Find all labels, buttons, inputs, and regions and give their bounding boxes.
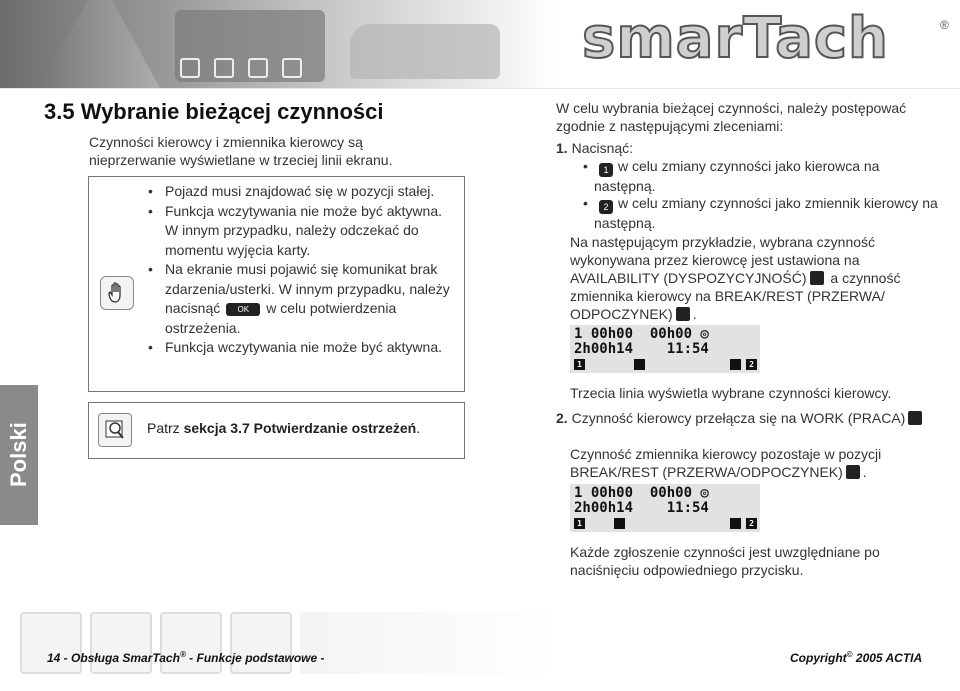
rest-bed-icon xyxy=(730,359,741,370)
lcd-display-2 xyxy=(570,484,760,532)
see-section-link[interactable]: sekcja 3.7 Potwierdzanie ostrzeżeń xyxy=(183,420,417,436)
bullet-dot: • xyxy=(583,158,588,174)
final-paragraph: Każde zgłoszenie czynności jest uwzględniane po naciśnięciu odpowiedniego przycisku. xyxy=(570,544,880,578)
lcd-key-2: 2 xyxy=(746,359,757,370)
rest-bed-icon xyxy=(676,307,690,321)
copyright-end: 2005 ACTIA xyxy=(852,651,923,665)
registered-mark: ® xyxy=(940,18,949,32)
footer-page-label xyxy=(47,650,325,665)
header-divider xyxy=(0,88,960,89)
step1-bullet-text: w celu zmiany czynności jako zmiennik kierowcy na następną. xyxy=(594,195,938,231)
lcd-key-2: 2 xyxy=(746,518,757,529)
lcd-key-1: 1 xyxy=(574,359,585,370)
lcd-line-2: 2h00h14 11:54 xyxy=(574,500,709,516)
registered-mark: ® xyxy=(179,650,186,659)
step2 xyxy=(556,409,936,427)
rest-bed-icon xyxy=(846,465,860,479)
see-suffix: . xyxy=(416,420,421,436)
rest-bed-icon xyxy=(730,518,741,529)
square-icon xyxy=(282,58,302,78)
bullet-dot: • xyxy=(583,195,588,211)
clock-icon xyxy=(214,58,234,78)
ok-key-icon: OK xyxy=(226,303,260,316)
footer-left-text: 14 - Obsługa SmarTach xyxy=(47,651,180,665)
lcd-line-1: 1 00h00 00h00 ◎ xyxy=(574,485,709,501)
example-paragraph xyxy=(570,233,940,323)
step1-bullet-text: w celu zmiany czynności jako kierowca na następną. xyxy=(594,158,880,194)
caption-line: Trzecia linia wyświetla wybrane czynności kierowcy. xyxy=(570,385,892,401)
see-also-line xyxy=(147,420,420,436)
step2-text-b: Czynność zmiennika kierowcy pozostaje w pozycji BREAK/REST (PRZERWA/ODPOCZYNEK) xyxy=(570,446,882,480)
footer-copyright xyxy=(790,650,922,665)
example-text-b: a czynność zmiennika kierowcy na BREAK/REST (PRZERWA/ ODPOCZYNEK) xyxy=(570,270,901,322)
lcd-line-2: 2h00h14 11:54 xyxy=(574,341,709,357)
lcd-key-1: 1 xyxy=(574,518,585,529)
language-tab xyxy=(0,385,38,525)
key-2-icon: 2 xyxy=(599,200,613,214)
step-number: 1. xyxy=(556,140,568,156)
section-title: 3.5 Wybranie bieżącej czynności xyxy=(44,99,384,124)
footer-left-end: - Funkcje podstawowe - xyxy=(185,651,325,665)
see-prefix: Patrz xyxy=(147,420,180,436)
header-icons xyxy=(180,58,302,78)
availability-icon xyxy=(634,359,645,370)
example-end: . xyxy=(692,306,697,322)
step-number: 2. xyxy=(556,410,568,426)
magnifier-icon xyxy=(98,413,132,447)
road-graphic xyxy=(40,0,160,88)
notes-list xyxy=(148,182,458,358)
note-item xyxy=(148,260,458,338)
availability-icon xyxy=(810,271,824,285)
copyright-text: Copyright xyxy=(790,651,847,665)
card-icon xyxy=(180,58,200,78)
step1-bullet-codriver xyxy=(594,194,939,232)
intro-paragraph: W celu wybrania bieżącej czynności, należy postępować zgodnie z następującymi zleceniami: xyxy=(556,100,907,134)
hand-stop-icon xyxy=(100,276,134,310)
example-text-a: Na następującym przykładzie, wybrana czynność wykonywana przez kierowcę jest ustawiona na AVAILABILITY (DYSPOZYCYJNOŚĆ) xyxy=(570,234,876,286)
step-label: Nacisnąć: xyxy=(571,140,634,156)
note-item: • Pojazd musi znajdować się w pozycji stałej. xyxy=(148,182,458,202)
copyright-mark: © xyxy=(846,650,853,659)
step1 xyxy=(556,139,633,157)
bed-icon xyxy=(248,58,268,78)
key-1-icon: 1 xyxy=(599,163,613,177)
step1-bullet-driver xyxy=(594,157,939,195)
lcd-line-1: 1 00h00 00h00 ◎ xyxy=(574,326,709,342)
step2-text-a: Czynność kierowcy przełącza się na WORK (PRACA) xyxy=(571,410,906,426)
step2-end: . xyxy=(862,464,867,480)
smartach-logo: smarTach xyxy=(582,6,889,71)
note-text: Na ekranie musi pojawić się komunikat brak zdarzenia/usterki. W innym przypadku, należy nacisnąć xyxy=(165,261,450,316)
note-item: • Funkcja wczytywania nie może być aktywna. W innym przypadku, należy odczekać do momentu wyjęcia karty. xyxy=(148,202,458,261)
work-hammers-icon xyxy=(614,518,625,529)
note-item: • Funkcja wczytywania nie może być aktywna. xyxy=(148,338,458,358)
note-text: w celu potwierdzenia ostrzeżenia. xyxy=(165,300,397,336)
work-hammers-icon xyxy=(908,411,922,425)
footer-fade xyxy=(300,612,560,674)
step2-note xyxy=(570,445,940,481)
van-graphic xyxy=(350,24,500,79)
header-banner xyxy=(0,0,560,88)
language-label: Polski xyxy=(6,422,31,488)
section-intro: Czynności kierowcy i zmiennika kierowcy są nieprzerwanie wyświetlane w trzeciej linii ekranu. xyxy=(89,134,393,168)
lcd-display-1 xyxy=(570,325,760,373)
